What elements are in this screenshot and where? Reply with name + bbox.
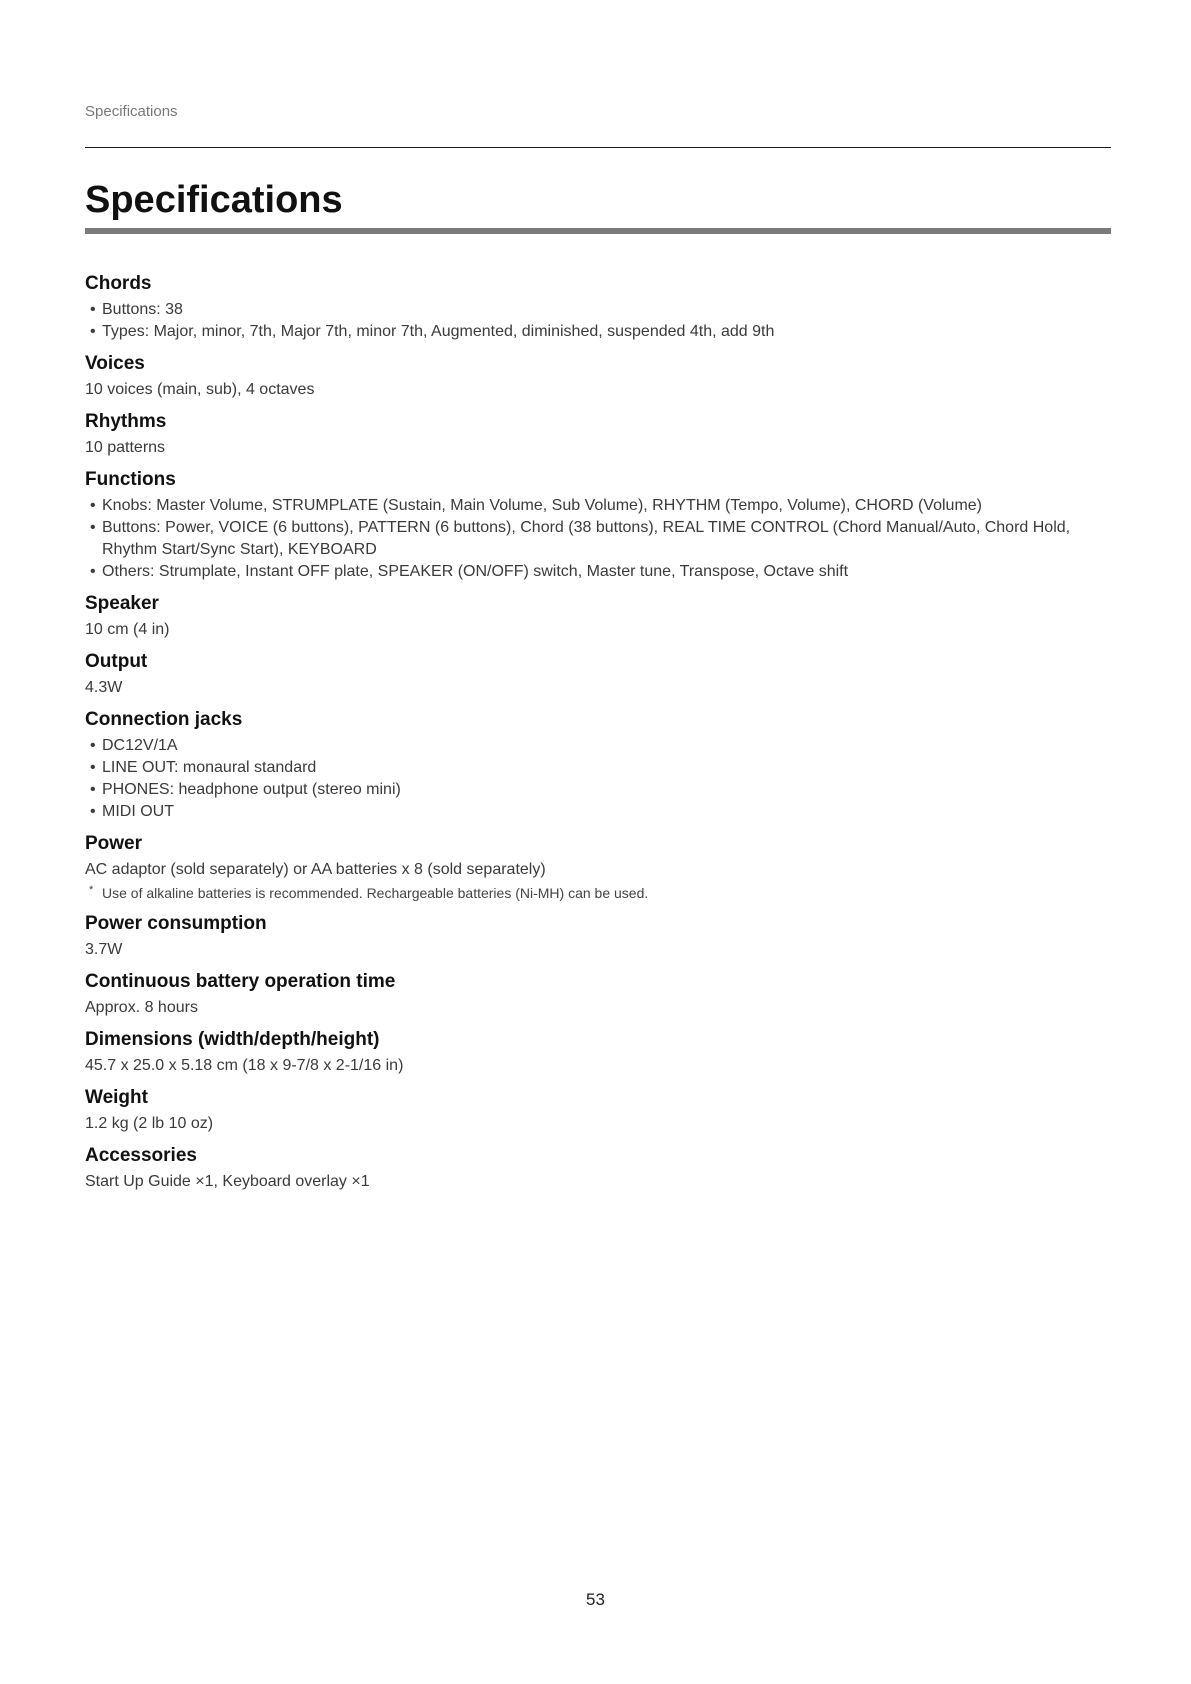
section-heading: Power consumption (85, 913, 267, 934)
section-heading: Voices (85, 353, 145, 374)
spec-content (85, 271, 1111, 1193)
section-power-consumption (85, 911, 1111, 961)
page-number: 53 (586, 1590, 605, 1609)
section-text: 10 cm (4 in) (85, 621, 170, 638)
section-text: Approx. 8 hours (85, 999, 198, 1016)
section-heading: Accessories (85, 1145, 197, 1166)
section-power (85, 831, 1111, 903)
list-item-text: DC12V/1A (102, 737, 178, 754)
section-text: 3.7W (85, 941, 123, 958)
bullet-list (85, 495, 1111, 583)
list-item (85, 735, 1111, 757)
list-item-text: Types: Major, minor, 7th, Major 7th, minor 7th, Augmented, diminished, suspended 4th, add 9th (102, 323, 775, 340)
section-dimensions (85, 1027, 1111, 1077)
section-heading: Output (85, 651, 148, 672)
list-item (85, 561, 1111, 583)
section-voices (85, 351, 1111, 401)
asterisk-icon: * (89, 884, 94, 896)
section-heading: Continuous battery operation time (85, 971, 396, 992)
running-header: Specifications (85, 103, 178, 120)
footnote-text: Use of alkaline batteries is recommended. Rechargeable batteries (Ni-MH) can be used. (102, 885, 649, 901)
section-speaker (85, 591, 1111, 641)
section-output (85, 649, 1111, 699)
bullet-icon: • (90, 323, 96, 340)
list-item-text: PHONES: headphone output (stereo mini) (102, 781, 401, 798)
section-functions (85, 467, 1111, 583)
footnote (85, 883, 1111, 903)
section-battery-time (85, 969, 1111, 1019)
list-item (85, 779, 1111, 801)
section-chords (85, 271, 1111, 343)
bullet-list (85, 735, 1111, 823)
bullet-list (85, 299, 1111, 343)
section-text: 10 voices (main, sub), 4 octaves (85, 381, 315, 398)
section-text: 4.3W (85, 679, 123, 696)
section-heading: Chords (85, 273, 152, 294)
section-connection-jacks (85, 707, 1111, 823)
section-weight (85, 1085, 1111, 1135)
section-heading: Dimensions (width/depth/height) (85, 1029, 380, 1050)
bullet-icon: • (90, 519, 96, 536)
list-item (85, 299, 1111, 321)
section-text: 1.2 kg (2 lb 10 oz) (85, 1115, 214, 1132)
list-item-text: Buttons: Power, VOICE (6 buttons), PATTERN (6 buttons), Chord (38 buttons), REAL TIME CONTROL (Chord Manual/Auto, Chord Hold, Rhythm Start/Sync Start), KEYBOARD (102, 519, 1071, 558)
list-item (85, 517, 1111, 561)
bullet-icon: • (90, 803, 96, 820)
title-rule (85, 228, 1111, 234)
list-item-text: Others: Strumplate, Instant OFF plate, SPEAKER (ON/OFF) switch, Master tune, Transpose, Octave shift (102, 563, 849, 580)
page-title: Specifications (85, 179, 343, 221)
bullet-icon: • (90, 497, 96, 514)
section-text: 45.7 x 25.0 x 5.18 cm (18 x 9-7/8 x 2-1/16 in) (85, 1057, 404, 1074)
bullet-icon: • (90, 563, 96, 580)
bullet-icon: • (90, 759, 96, 776)
section-text: 10 patterns (85, 439, 166, 456)
list-item-text: MIDI OUT (102, 803, 174, 820)
section-heading: Functions (85, 469, 176, 490)
section-heading: Speaker (85, 593, 159, 614)
list-item (85, 801, 1111, 823)
bullet-icon: • (90, 301, 96, 318)
list-item-text: Knobs: Master Volume, STRUMPLATE (Sustain, Main Volume, Sub Volume), RHYTHM (Tempo, Volume), CHORD (Volume) (102, 497, 982, 514)
header-rule (85, 147, 1111, 148)
section-text: AC adaptor (sold separately) or AA batteries x 8 (sold separately) (85, 861, 546, 878)
list-item (85, 757, 1111, 779)
bullet-icon: • (90, 781, 96, 798)
list-item-text: Buttons: 38 (102, 301, 183, 318)
list-item (85, 321, 1111, 343)
section-heading: Connection jacks (85, 709, 243, 730)
section-heading: Rhythms (85, 411, 167, 432)
section-heading: Power (85, 833, 143, 854)
list-item-text: LINE OUT: monaural standard (102, 759, 317, 776)
section-text: Start Up Guide ×1, Keyboard overlay ×1 (85, 1173, 370, 1190)
bullet-icon: • (90, 737, 96, 754)
section-rhythms (85, 409, 1111, 459)
section-heading: Weight (85, 1087, 148, 1108)
list-item (85, 495, 1111, 517)
section-accessories (85, 1143, 1111, 1193)
